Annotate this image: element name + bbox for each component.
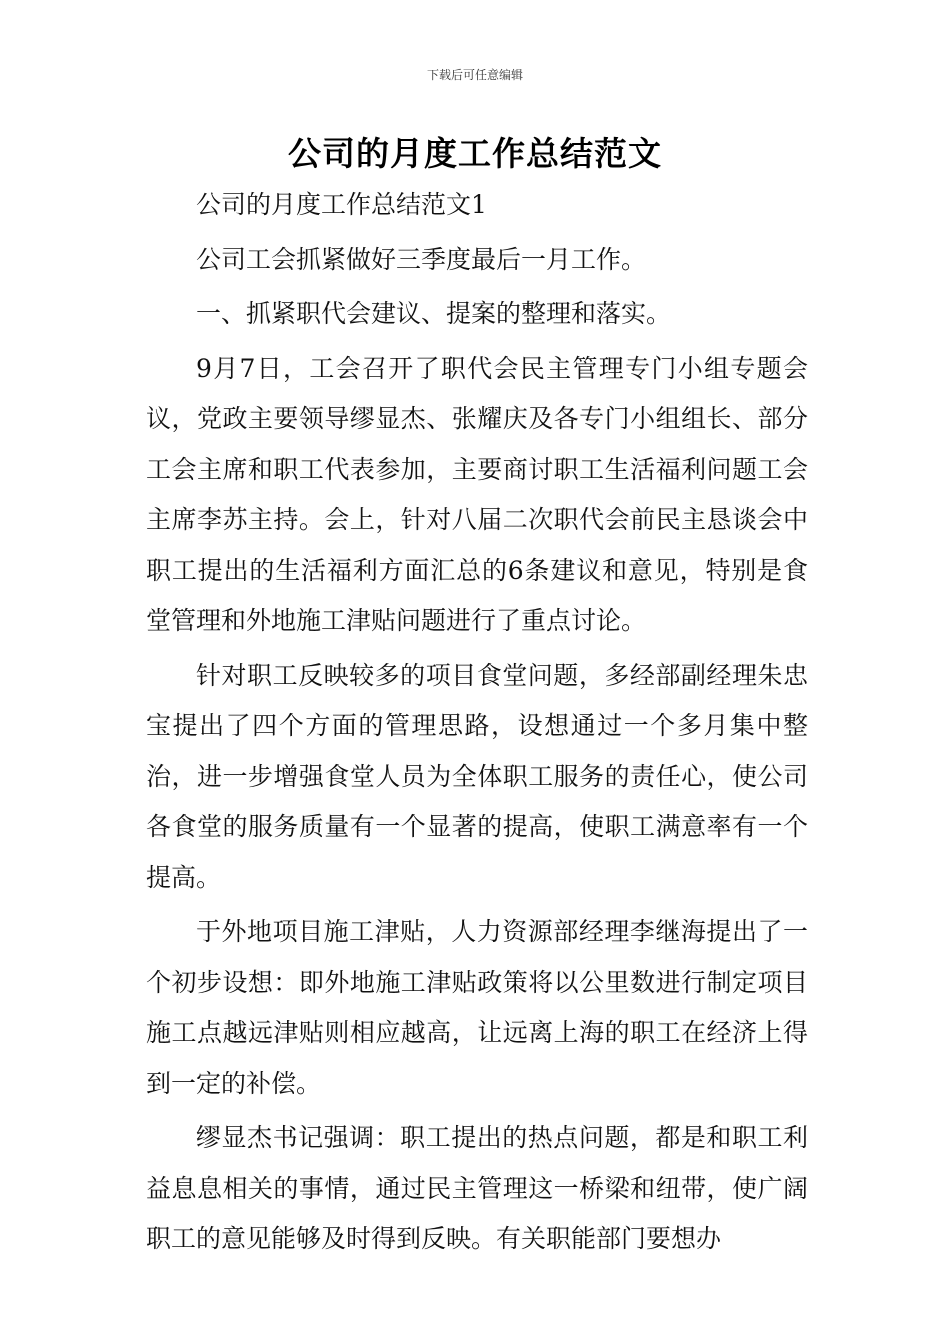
paragraph-subtitle: 公司的月度工作总结范文1 — [196, 190, 487, 219]
paragraph-allowance: 于外地项目施工津贴，人力资源部经理李继海提出了一个初步设想：即外地施工津贴政策将以公里数进行制定项目施工点越远津贴则相应越高，让远离上海的职工在经济上得到一定的补偿。 — [146, 917, 808, 1098]
paragraph-section-heading: 一、抓紧职代会建议、提案的整理和落实。 — [196, 299, 672, 328]
document-title: 公司的月度工作总结范文 — [288, 134, 662, 173]
document-body — [146, 180, 808, 1269]
paragraph-intro: 公司工会抓紧做好三季度最后一月工作。 — [196, 244, 647, 274]
paragraph-canteen: 针对职工反映较多的项目食堂问题，多经部副经理朱忠宝提出了四个方面的管理思路，设想通过一个多月集中整治，进一步增强食堂人员为全体职工服务的责任心，使公司各食堂的服务质量有一个显著的提高，使职工满意率有一个提高。 — [146, 660, 808, 892]
header-note: 下载后可任意编辑 — [426, 68, 523, 82]
paragraph-secretary: 缪显杰书记强调：职工提出的热点问题，都是和职工利益息息相关的事情，通过民主管理这一桥梁和纽带，使广阔职工的意见能够及时得到反映。有关职能部门要想办 — [146, 1123, 808, 1253]
paragraph-meeting: 9月7日，工会召开了职代会民主管理专门小组专题会议，党政主要领导缪显杰、张耀庆及各专门小组组长、部分工会主席和职工代表参加，主要商讨职工生活福利问题工会主席李苏主持。会上，针对八届二次职代会前民主恳谈会中职工提出的生活福利方面汇总的6条建议和意见，特别是食堂管理和外地施工津贴问题进行了重点讨论。 — [146, 353, 808, 635]
